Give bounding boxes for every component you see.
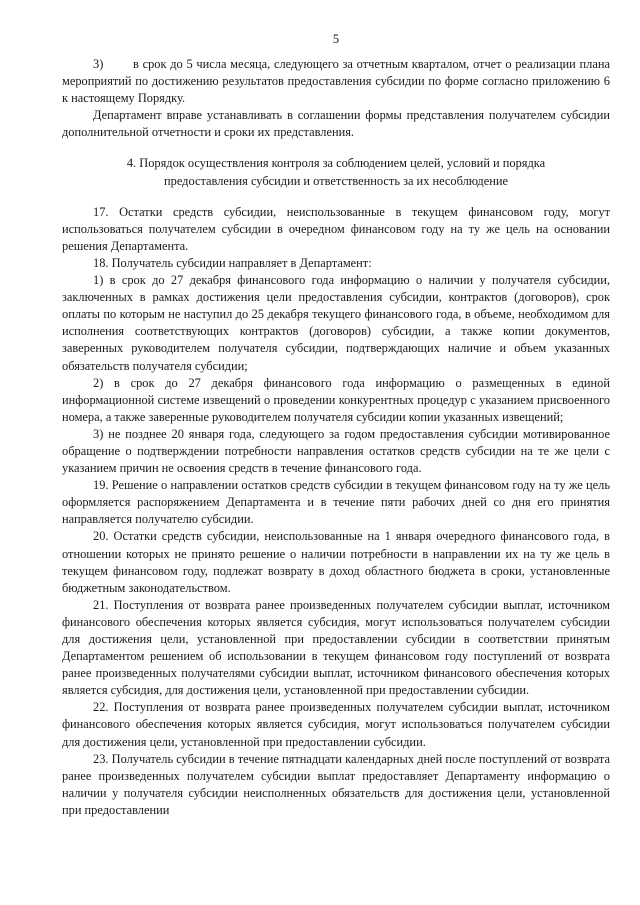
page-number: 5: [332, 32, 340, 46]
paragraph-18: 18. Получатель субсидии направляет в Департамент:: [93, 255, 372, 270]
item-3-paragraph: [62, 56, 610, 107]
paragraph-18-1: 1) в срок до 27 декабря финансового года информацию о наличии у получателя субсидии, заключенных в рамках достижения цели предоставления субсидии, контрактов (договоров), срок оплаты по которым не наступил до 25 декабря текущего финансового года, в объеме, необходимом для исполнения соответствующих контрактов (договоров) субсидии, а также копии документов, заверенных руководителем получателя субсидии, подтверждающих наличие и объем указанных обязательств получателя субсидии;: [62, 273, 610, 373]
paragraph-21: 21. Поступления от возврата ранее произведенных получателем субсидии выплат, источником финансового обеспечения которых является субсидия, могут использоваться получателем субсидии для достижения цели, установленной при предоставлении субсидии в соответствии принятым Департаментом решением об использовании в текущем финансовом году поступлений от возврата ранее произведенных получателями субсидии выплат, источником финансового обеспечения которых является субсидия, для достижения цели, установленной при предоставлении субсидии.: [62, 597, 610, 698]
paragraph-22: 22. Поступления от возврата ранее произведенных получателем субсидии выплат, источником финансового обеспечения которых является субсидия, могут использоваться получателем субсидии для достижения цели, установленной при предоставлении субсидии.: [62, 700, 610, 749]
department-right-paragraph: Департамент вправе устанавливать в соглашении формы представления получателем субсидии дополнительной отчетности и сроки их представления.: [62, 108, 610, 140]
paragraph-17: 17. Остатки средств субсидии, неиспользованные в текущем финансовом году, могут использоваться получателем субсидии в очередном финансовом году на ту же цель на основании решения Департамента.: [62, 204, 610, 253]
document-page: [62, 0, 610, 819]
paragraph-20: 20. Остатки средств субсидии, неиспользованные на 1 января очередного финансового года, в отношении которых не принято решение о наличии потребности в направлении их на ту же цель в текущем финансовом году, подлежат возврату в доход областного бюджета в сроки, установленные бюджетным законодательством.: [62, 529, 610, 595]
paragraph-18-3: 3) не позднее 20 января года, следующего за годом предоставления субсидии мотивированное обращение о подтверждении потребности направления остатков средств субсидии на те же цели с указанием причин не освоения средств в течение финансового года.: [62, 426, 610, 476]
item-3-text: в срок до 5 числа месяца, следующего за отчетным кварталом, отчет о реализации плана мероприятий по достижению результатов предоставления субсидии по форме согласно приложению 6 к настоящему Порядку.: [62, 57, 610, 106]
paragraph-19: 19. Решение о направлении остатков средств субсидии в текущем финансовом году на ту же цель оформляется распоряжением Департамента и в течение пяти рабочих дней со дня его принятия направляется получателю субсидии.: [62, 478, 610, 527]
paragraph-23: 23. Получатель субсидии в течение пятнадцати календарных дней после поступлений от возврата ранее произведенных получателем субсидии выплат предоставляет Департаменту информацию о наличии у получателя субсидии неисполненных обязательств для достижения цели, установленной при предоставлении: [62, 751, 610, 817]
paragraph-18-2: 2) в срок до 27 декабря финансового года информацию о размещенных в единой информационной системе извещений о проведении конкурентных процедур с указанием присвоенного номера, а также заверенные руководителем получателя субсидии копии указанных извещений;: [62, 375, 610, 424]
item-3-number: 3): [93, 57, 104, 71]
section-heading: 4. Порядок осуществления контроля за соблюдением целей, условий и порядка предоставления субсидии и ответственность за их несоблюдение: [126, 156, 546, 188]
